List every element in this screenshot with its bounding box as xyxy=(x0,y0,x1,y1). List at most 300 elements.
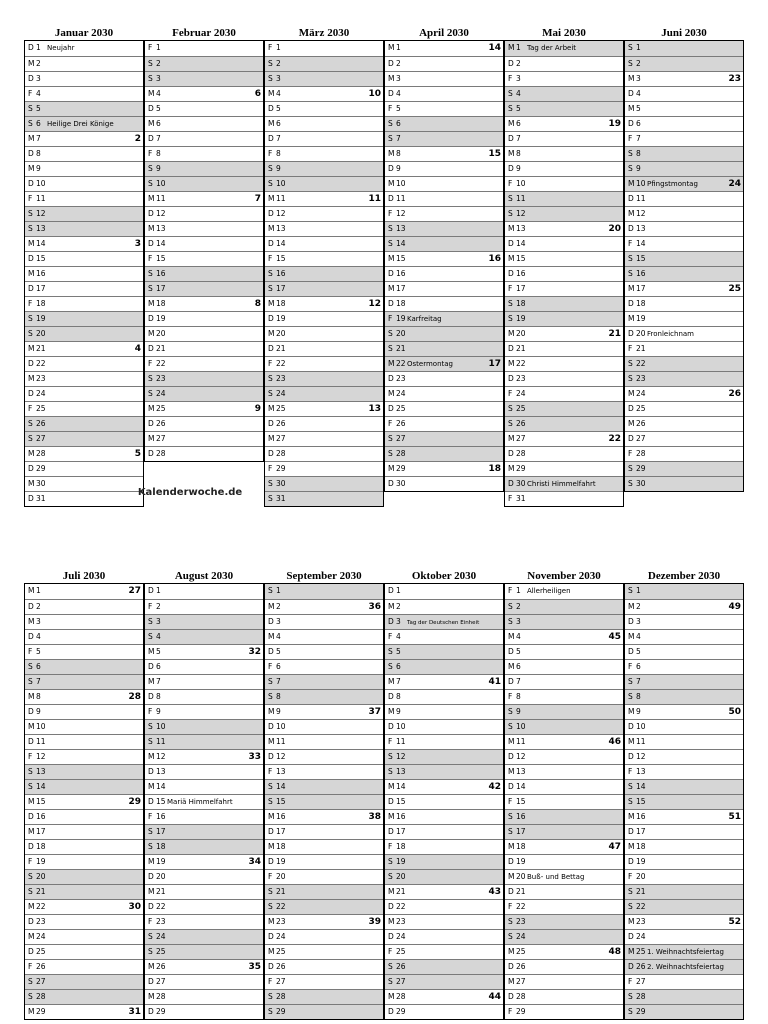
day-row[interactable] xyxy=(145,884,263,899)
day-row[interactable] xyxy=(145,326,263,341)
day-row[interactable] xyxy=(505,839,623,854)
day-row[interactable] xyxy=(625,929,743,944)
day-row[interactable] xyxy=(385,839,503,854)
day-row[interactable] xyxy=(265,629,383,644)
day-row[interactable] xyxy=(265,869,383,884)
day-row[interactable] xyxy=(505,266,623,281)
day-row[interactable] xyxy=(625,116,743,131)
day-row[interactable] xyxy=(505,131,623,146)
day-row[interactable] xyxy=(625,734,743,749)
day-row[interactable] xyxy=(625,674,743,689)
day-row[interactable] xyxy=(625,809,743,824)
day-row[interactable] xyxy=(25,689,143,704)
day-row[interactable] xyxy=(625,341,743,356)
day-row[interactable] xyxy=(625,854,743,869)
day-row[interactable] xyxy=(505,251,623,266)
day-row[interactable] xyxy=(625,416,743,431)
day-row[interactable] xyxy=(145,914,263,929)
day-row[interactable] xyxy=(505,899,623,914)
day-row[interactable] xyxy=(265,854,383,869)
day-row[interactable] xyxy=(625,236,743,251)
day-row[interactable] xyxy=(505,236,623,251)
day-row[interactable] xyxy=(25,734,143,749)
day-row[interactable] xyxy=(505,161,623,176)
day-row[interactable] xyxy=(625,974,743,989)
day-row[interactable] xyxy=(145,764,263,779)
day-row[interactable] xyxy=(265,146,383,161)
day-row[interactable] xyxy=(145,191,263,206)
day-row[interactable] xyxy=(385,779,503,794)
day-row[interactable] xyxy=(385,959,503,974)
day-row[interactable] xyxy=(145,824,263,839)
day-row[interactable] xyxy=(505,401,623,416)
holiday-row[interactable] xyxy=(385,614,503,629)
day-row[interactable] xyxy=(25,476,143,491)
day-row[interactable] xyxy=(25,446,143,461)
day-row[interactable] xyxy=(25,341,143,356)
day-row[interactable] xyxy=(25,461,143,476)
day-row[interactable] xyxy=(625,824,743,839)
day-row[interactable] xyxy=(25,266,143,281)
day-row[interactable] xyxy=(265,326,383,341)
day-row[interactable] xyxy=(625,131,743,146)
day-row[interactable] xyxy=(265,584,383,599)
day-row[interactable] xyxy=(385,386,503,401)
day-row[interactable] xyxy=(25,629,143,644)
day-row[interactable] xyxy=(505,491,623,506)
day-row[interactable] xyxy=(625,41,743,56)
day-row[interactable] xyxy=(625,101,743,116)
day-row[interactable] xyxy=(505,734,623,749)
day-row[interactable] xyxy=(505,854,623,869)
holiday-row[interactable] xyxy=(625,176,743,191)
day-row[interactable] xyxy=(25,614,143,629)
day-row[interactable] xyxy=(385,236,503,251)
day-row[interactable] xyxy=(265,599,383,614)
day-row[interactable] xyxy=(265,86,383,101)
day-row[interactable] xyxy=(505,794,623,809)
day-row[interactable] xyxy=(145,629,263,644)
day-row[interactable] xyxy=(25,869,143,884)
day-row[interactable] xyxy=(145,869,263,884)
day-row[interactable] xyxy=(25,386,143,401)
day-row[interactable] xyxy=(505,371,623,386)
day-row[interactable] xyxy=(145,131,263,146)
day-row[interactable] xyxy=(625,644,743,659)
day-row[interactable] xyxy=(625,659,743,674)
day-row[interactable] xyxy=(265,461,383,476)
day-row[interactable] xyxy=(505,674,623,689)
day-row[interactable] xyxy=(385,809,503,824)
day-row[interactable] xyxy=(265,161,383,176)
day-row[interactable] xyxy=(505,599,623,614)
day-row[interactable] xyxy=(625,401,743,416)
day-row[interactable] xyxy=(265,281,383,296)
day-row[interactable] xyxy=(145,281,263,296)
day-row[interactable] xyxy=(625,356,743,371)
day-row[interactable] xyxy=(505,779,623,794)
day-row[interactable] xyxy=(265,704,383,719)
day-row[interactable] xyxy=(265,476,383,491)
day-row[interactable] xyxy=(505,116,623,131)
day-row[interactable] xyxy=(145,839,263,854)
day-row[interactable] xyxy=(145,854,263,869)
day-row[interactable] xyxy=(505,341,623,356)
day-row[interactable] xyxy=(625,446,743,461)
day-row[interactable] xyxy=(385,1004,503,1019)
day-row[interactable] xyxy=(505,929,623,944)
day-row[interactable] xyxy=(385,974,503,989)
day-row[interactable] xyxy=(505,629,623,644)
day-row[interactable] xyxy=(505,764,623,779)
day-row[interactable] xyxy=(145,356,263,371)
day-row[interactable] xyxy=(265,266,383,281)
day-row[interactable] xyxy=(265,41,383,56)
day-row[interactable] xyxy=(505,191,623,206)
day-row[interactable] xyxy=(625,899,743,914)
day-row[interactable] xyxy=(505,659,623,674)
day-row[interactable] xyxy=(505,56,623,71)
day-row[interactable] xyxy=(145,56,263,71)
day-row[interactable] xyxy=(625,794,743,809)
holiday-row[interactable] xyxy=(505,869,623,884)
day-row[interactable] xyxy=(625,704,743,719)
day-row[interactable] xyxy=(625,206,743,221)
day-row[interactable] xyxy=(145,236,263,251)
day-row[interactable] xyxy=(505,959,623,974)
day-row[interactable] xyxy=(625,884,743,899)
day-row[interactable] xyxy=(25,794,143,809)
day-row[interactable] xyxy=(505,944,623,959)
day-row[interactable] xyxy=(265,914,383,929)
day-row[interactable] xyxy=(265,749,383,764)
day-row[interactable] xyxy=(265,989,383,1004)
day-row[interactable] xyxy=(385,824,503,839)
day-row[interactable] xyxy=(385,719,503,734)
day-row[interactable] xyxy=(145,689,263,704)
day-row[interactable] xyxy=(265,839,383,854)
day-row[interactable] xyxy=(385,629,503,644)
holiday-row[interactable] xyxy=(505,584,623,599)
day-row[interactable] xyxy=(25,749,143,764)
day-row[interactable] xyxy=(385,341,503,356)
day-row[interactable] xyxy=(265,809,383,824)
day-row[interactable] xyxy=(505,974,623,989)
day-row[interactable] xyxy=(385,41,503,56)
day-row[interactable] xyxy=(385,461,503,476)
day-row[interactable] xyxy=(385,161,503,176)
day-row[interactable] xyxy=(385,929,503,944)
day-row[interactable] xyxy=(625,839,743,854)
day-row[interactable] xyxy=(625,221,743,236)
day-row[interactable] xyxy=(25,356,143,371)
day-row[interactable] xyxy=(625,869,743,884)
day-row[interactable] xyxy=(145,116,263,131)
day-row[interactable] xyxy=(25,101,143,116)
day-row[interactable] xyxy=(145,734,263,749)
day-row[interactable] xyxy=(385,146,503,161)
day-row[interactable] xyxy=(145,86,263,101)
day-row[interactable] xyxy=(25,431,143,446)
day-row[interactable] xyxy=(25,704,143,719)
day-row[interactable] xyxy=(25,191,143,206)
day-row[interactable] xyxy=(265,614,383,629)
day-row[interactable] xyxy=(145,446,263,461)
day-row[interactable] xyxy=(145,416,263,431)
day-row[interactable] xyxy=(25,491,143,506)
day-row[interactable] xyxy=(145,809,263,824)
day-row[interactable] xyxy=(385,689,503,704)
day-row[interactable] xyxy=(625,266,743,281)
day-row[interactable] xyxy=(505,326,623,341)
day-row[interactable] xyxy=(505,884,623,899)
holiday-row[interactable] xyxy=(25,41,143,56)
day-row[interactable] xyxy=(385,101,503,116)
day-row[interactable] xyxy=(385,734,503,749)
day-row[interactable] xyxy=(505,644,623,659)
day-row[interactable] xyxy=(145,1004,263,1019)
day-row[interactable] xyxy=(145,674,263,689)
day-row[interactable] xyxy=(505,221,623,236)
day-row[interactable] xyxy=(505,356,623,371)
day-row[interactable] xyxy=(145,296,263,311)
day-row[interactable] xyxy=(385,446,503,461)
day-row[interactable] xyxy=(505,311,623,326)
day-row[interactable] xyxy=(25,326,143,341)
day-row[interactable] xyxy=(25,914,143,929)
day-row[interactable] xyxy=(25,884,143,899)
day-row[interactable] xyxy=(385,191,503,206)
day-row[interactable] xyxy=(145,431,263,446)
day-row[interactable] xyxy=(265,386,383,401)
holiday-row[interactable] xyxy=(385,311,503,326)
day-row[interactable] xyxy=(25,959,143,974)
day-row[interactable] xyxy=(145,101,263,116)
day-row[interactable] xyxy=(145,584,263,599)
day-row[interactable] xyxy=(145,974,263,989)
day-row[interactable] xyxy=(505,146,623,161)
day-row[interactable] xyxy=(385,251,503,266)
day-row[interactable] xyxy=(265,674,383,689)
day-row[interactable] xyxy=(625,779,743,794)
day-row[interactable] xyxy=(145,221,263,236)
day-row[interactable] xyxy=(145,929,263,944)
day-row[interactable] xyxy=(25,974,143,989)
day-row[interactable] xyxy=(505,206,623,221)
day-row[interactable] xyxy=(385,749,503,764)
day-row[interactable] xyxy=(385,764,503,779)
day-row[interactable] xyxy=(145,41,263,56)
day-row[interactable] xyxy=(385,599,503,614)
day-row[interactable] xyxy=(505,386,623,401)
day-row[interactable] xyxy=(385,176,503,191)
day-row[interactable] xyxy=(505,176,623,191)
day-row[interactable] xyxy=(625,296,743,311)
day-row[interactable] xyxy=(625,614,743,629)
day-row[interactable] xyxy=(505,446,623,461)
day-row[interactable] xyxy=(25,779,143,794)
day-row[interactable] xyxy=(145,251,263,266)
day-row[interactable] xyxy=(25,719,143,734)
day-row[interactable] xyxy=(25,839,143,854)
day-row[interactable] xyxy=(265,644,383,659)
day-row[interactable] xyxy=(145,371,263,386)
day-row[interactable] xyxy=(265,356,383,371)
day-row[interactable] xyxy=(25,311,143,326)
day-row[interactable] xyxy=(505,824,623,839)
day-row[interactable] xyxy=(385,86,503,101)
day-row[interactable] xyxy=(385,431,503,446)
day-row[interactable] xyxy=(25,929,143,944)
day-row[interactable] xyxy=(265,719,383,734)
day-row[interactable] xyxy=(385,869,503,884)
day-row[interactable] xyxy=(145,206,263,221)
day-row[interactable] xyxy=(505,719,623,734)
day-row[interactable] xyxy=(505,989,623,1004)
day-row[interactable] xyxy=(25,989,143,1004)
day-row[interactable] xyxy=(625,689,743,704)
day-row[interactable] xyxy=(505,704,623,719)
day-row[interactable] xyxy=(625,161,743,176)
day-row[interactable] xyxy=(505,431,623,446)
day-row[interactable] xyxy=(25,584,143,599)
holiday-row[interactable] xyxy=(625,959,743,974)
day-row[interactable] xyxy=(625,386,743,401)
day-row[interactable] xyxy=(505,71,623,86)
day-row[interactable] xyxy=(625,749,743,764)
day-row[interactable] xyxy=(25,296,143,311)
day-row[interactable] xyxy=(25,1004,143,1019)
day-row[interactable] xyxy=(265,371,383,386)
day-row[interactable] xyxy=(265,401,383,416)
day-row[interactable] xyxy=(25,401,143,416)
holiday-row[interactable] xyxy=(625,944,743,959)
day-row[interactable] xyxy=(25,659,143,674)
day-row[interactable] xyxy=(25,161,143,176)
day-row[interactable] xyxy=(145,944,263,959)
day-row[interactable] xyxy=(265,974,383,989)
day-row[interactable] xyxy=(25,206,143,221)
day-row[interactable] xyxy=(145,614,263,629)
day-row[interactable] xyxy=(625,281,743,296)
day-row[interactable] xyxy=(145,161,263,176)
day-row[interactable] xyxy=(385,71,503,86)
day-row[interactable] xyxy=(265,296,383,311)
brand-logo-text[interactable]: Kalenderwoche.de xyxy=(137,487,243,498)
day-row[interactable] xyxy=(265,191,383,206)
day-row[interactable] xyxy=(625,251,743,266)
day-row[interactable] xyxy=(385,371,503,386)
day-row[interactable] xyxy=(25,131,143,146)
day-row[interactable] xyxy=(25,944,143,959)
day-row[interactable] xyxy=(145,779,263,794)
day-row[interactable] xyxy=(385,989,503,1004)
day-row[interactable] xyxy=(145,599,263,614)
day-row[interactable] xyxy=(385,944,503,959)
day-row[interactable] xyxy=(265,176,383,191)
day-row[interactable] xyxy=(25,221,143,236)
day-row[interactable] xyxy=(385,476,503,491)
day-row[interactable] xyxy=(145,719,263,734)
day-row[interactable] xyxy=(385,56,503,71)
day-row[interactable] xyxy=(265,491,383,506)
day-row[interactable] xyxy=(625,371,743,386)
day-row[interactable] xyxy=(505,689,623,704)
day-row[interactable] xyxy=(25,86,143,101)
day-row[interactable] xyxy=(385,584,503,599)
day-row[interactable] xyxy=(385,644,503,659)
day-row[interactable] xyxy=(625,311,743,326)
day-row[interactable] xyxy=(385,914,503,929)
holiday-row[interactable] xyxy=(625,326,743,341)
day-row[interactable] xyxy=(385,704,503,719)
day-row[interactable] xyxy=(625,86,743,101)
day-row[interactable] xyxy=(625,56,743,71)
day-row[interactable] xyxy=(625,476,743,491)
day-row[interactable] xyxy=(625,989,743,1004)
day-row[interactable] xyxy=(625,764,743,779)
day-row[interactable] xyxy=(505,296,623,311)
day-row[interactable] xyxy=(625,599,743,614)
day-row[interactable] xyxy=(145,989,263,1004)
day-row[interactable] xyxy=(265,764,383,779)
day-row[interactable] xyxy=(265,689,383,704)
day-row[interactable] xyxy=(25,899,143,914)
day-row[interactable] xyxy=(145,401,263,416)
day-row[interactable] xyxy=(265,659,383,674)
day-row[interactable] xyxy=(625,461,743,476)
day-row[interactable] xyxy=(25,644,143,659)
day-row[interactable] xyxy=(25,281,143,296)
day-row[interactable] xyxy=(385,674,503,689)
day-row[interactable] xyxy=(145,704,263,719)
day-row[interactable] xyxy=(265,71,383,86)
day-row[interactable] xyxy=(265,824,383,839)
day-row[interactable] xyxy=(385,221,503,236)
day-row[interactable] xyxy=(145,749,263,764)
day-row[interactable] xyxy=(145,176,263,191)
holiday-row[interactable] xyxy=(505,41,623,56)
day-row[interactable] xyxy=(385,266,503,281)
day-row[interactable] xyxy=(145,659,263,674)
day-row[interactable] xyxy=(25,146,143,161)
day-row[interactable] xyxy=(625,629,743,644)
day-row[interactable] xyxy=(25,674,143,689)
day-row[interactable] xyxy=(25,599,143,614)
day-row[interactable] xyxy=(265,206,383,221)
day-row[interactable] xyxy=(625,71,743,86)
day-row[interactable] xyxy=(25,176,143,191)
day-row[interactable] xyxy=(25,824,143,839)
day-row[interactable] xyxy=(25,71,143,86)
day-row[interactable] xyxy=(265,416,383,431)
holiday-row[interactable] xyxy=(145,794,263,809)
day-row[interactable] xyxy=(505,86,623,101)
day-row[interactable] xyxy=(145,266,263,281)
day-row[interactable] xyxy=(265,56,383,71)
day-row[interactable] xyxy=(385,416,503,431)
day-row[interactable] xyxy=(385,854,503,869)
day-row[interactable] xyxy=(265,1004,383,1019)
day-row[interactable] xyxy=(385,206,503,221)
day-row[interactable] xyxy=(265,446,383,461)
day-row[interactable] xyxy=(385,131,503,146)
day-row[interactable] xyxy=(265,734,383,749)
day-row[interactable] xyxy=(625,1004,743,1019)
day-row[interactable] xyxy=(625,914,743,929)
day-row[interactable] xyxy=(25,416,143,431)
day-row[interactable] xyxy=(25,56,143,71)
